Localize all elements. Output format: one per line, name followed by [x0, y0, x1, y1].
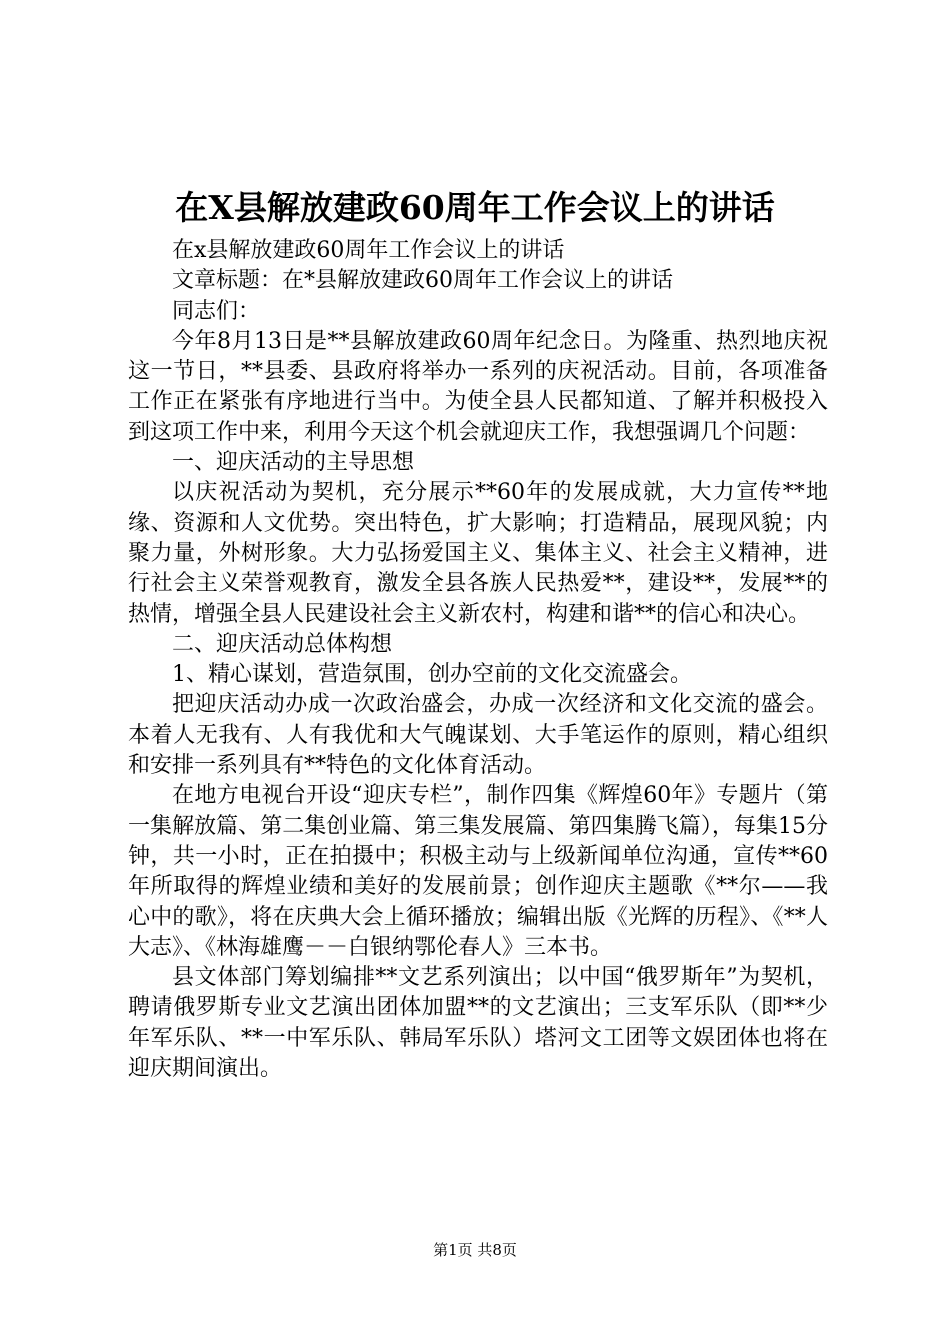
subheading-1: 1、精心谋划，营造氛围，创办空前的文化交流盛会。	[172, 662, 692, 688]
paragraph-article-title: 文章标题：在*县解放建政60周年工作会议上的讲话	[172, 268, 673, 294]
page-footer: 第1页 共8页	[433, 1241, 517, 1259]
section-heading-1: 一、迎庆活动的主导思想	[172, 450, 415, 476]
paragraph-guiding-idea: 以庆祝活动为契机，充分展示**60年的发展成就，大力宣传**地缘、资源和人文优势。突出特色，扩大影响；打造精品，展现风貌；内聚力量，外树形象。大力弘扬爱国主义、集体主义、社会主义精神，进行社会主义荣誉观教育，激发全县各族人民热爱**，建设**，发展**的热情，增强全县人民建设社会主义新农村，构建和谐**的信心和决心。	[128, 480, 828, 627]
paragraph-planning: 把迎庆活动办成一次政治盛会，办成一次经济和文化交流的盛会。本着人无我有、人有我优和大气魄谋划、大手笔运作的原则，精心组织和安排一系列具有**特色的文化体育活动。	[128, 692, 828, 779]
paragraph-salutation: 同志们：	[172, 298, 261, 324]
paragraph-performances: 县文体部门筹划编排**文艺系列演出；以中国“俄罗斯年”为契机，聘请俄罗斯专业文艺演出团体加盟**的文艺演出；三支军乐队（即**少年军乐队、**一中军乐队、韩局军乐队）塔河文工团等文娱团体也将在迎庆期间演出。	[128, 965, 828, 1082]
paragraph-intro: 今年8月13日是**县解放建政60周年纪念日。为隆重、热烈地庆祝这一节日，**县委、县政府将举办一系列的庆祝活动。目前，各项准备工作正在紧张有序地进行当中。为使全县人民都知道、了解并积极投入到这项工作中来，利用今天这个机会就迎庆工作，我想强调几个问题：	[128, 328, 828, 445]
paragraph-media: 在地方电视台开设“迎庆专栏”，制作四集《辉煌60年》专题片（第一集解放篇、第二集创业篇、第三集发展篇、第四集腾飞篇），每集15分钟，共一小时，正在拍摄中；积极主动与上级新闻单位沟通，宣传**60年所取得的辉煌业绩和美好的发展前景；创作迎庆主题歌《**尔——我心中的歌》，将在庆典大会上循环播放；编辑出版《光辉的历程》、《**人大志》、《林海雄鹰－－白银纳鄂伦春人》三本书。	[128, 783, 828, 960]
section-heading-2: 二、迎庆活动总体构想	[172, 631, 393, 657]
document-body	[128, 236, 828, 1084]
paragraph-subtitle: 在x县解放建政60周年工作会议上的讲话	[172, 238, 565, 263]
document-title: 在X县解放建政60周年工作会议上的讲话	[175, 188, 775, 227]
